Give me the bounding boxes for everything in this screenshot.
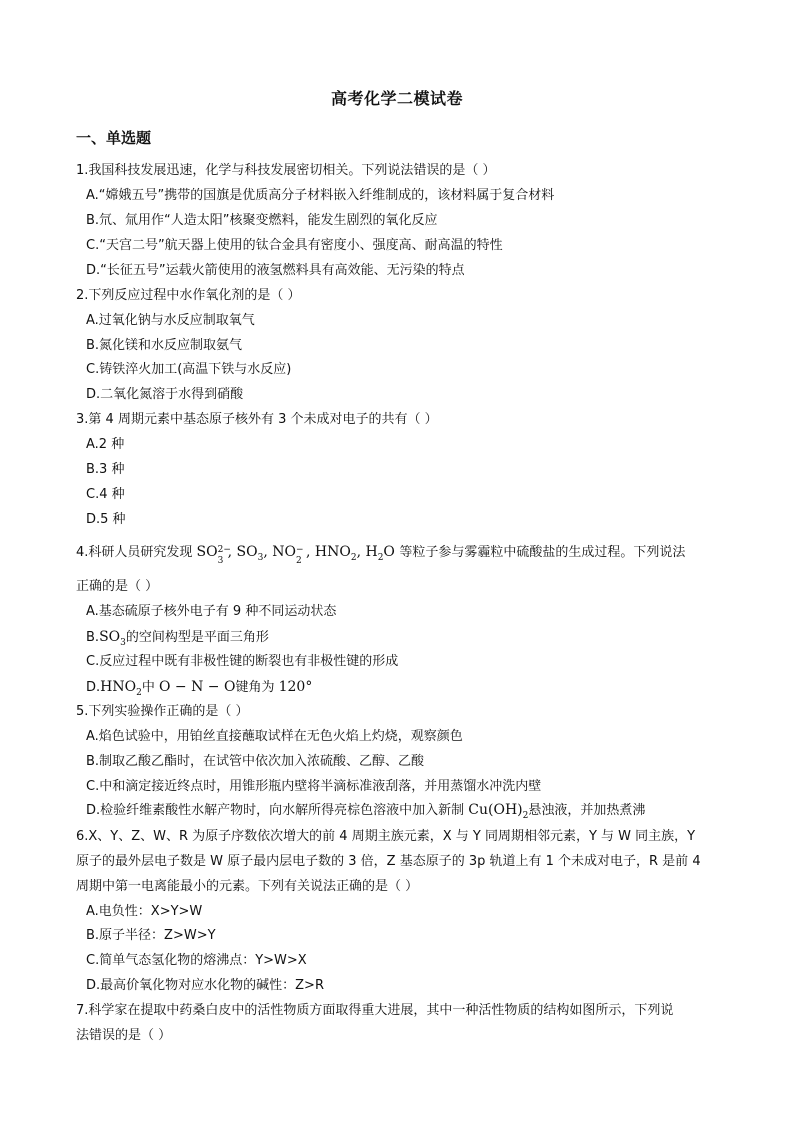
q5-option-b: B.制取乙酸乙酯时，在试管中依次加入浓硫酸、乙醇、乙酸 — [86, 754, 425, 769]
q6-stem-line3: 周期中第一电离能最小的元素。下列有关说法正确的是（ ） — [76, 879, 419, 894]
formula-so3: SO — [236, 544, 258, 560]
q1-option-d: D.“长征五号”运载火箭使用的液氢燃料具有高效能、无污染的特点 — [86, 263, 465, 278]
q5-option-d — [86, 801, 746, 820]
q5-option-d-suffix: 悬浊液，并加热煮沸 — [528, 803, 646, 818]
q4-option-d-angle: 120° — [278, 679, 313, 695]
formula-hno2: HNO — [314, 544, 351, 560]
q4-option-b-label: B. — [86, 630, 100, 645]
formula-h2o: H — [365, 544, 378, 560]
q1-stem: 1.我国科技发展迅速，化学与科技发展密切相关。下列说法错误的是（ ） — [76, 163, 496, 178]
q4-option-b — [86, 628, 746, 647]
q3-option-a: A.2 种 — [86, 437, 125, 452]
q4-option-d-mid: 中 — [141, 680, 155, 695]
q3-option-b: B.3 种 — [86, 462, 125, 477]
formula-so3-b: $SO_3$ — [99, 629, 126, 648]
q5-option-d-text: D.检验纤维素酸性水解产物时，向水解所得亮棕色溶液中加入新制 — [86, 803, 465, 818]
q4-option-d-text: 键角为 — [235, 680, 275, 695]
q6-option-c: C.简单气态氢化物的熔沸点：Y>W>X — [86, 953, 307, 968]
q4-stem — [76, 543, 736, 566]
q4-stem-line2: 正确的是（ ） — [76, 579, 159, 594]
q7-stem-line1: 7.科学家在提取中药桑白皮中的活性物质方面取得重大进展，其中一种活性物质的结构如图所示，下列说 — [76, 1003, 674, 1018]
q5-stem: 5.下列实验操作正确的是（ ） — [76, 704, 249, 719]
section-heading: 一、单选题 — [76, 129, 152, 147]
formula-cuoh2: $Cu(OH)_2$ — [468, 802, 529, 821]
q6-stem-line2: 原子的最外层电子数是 W 原子最内层电子数的 3 倍，Z 基态原子的 3p 轨道上有 1 个未成对电子，R 是前 4 — [76, 854, 701, 869]
q4-option-d-label: D. — [86, 680, 101, 695]
q5-option-c: C.中和滴定接近终点时，用锥形瓶内壁将半滴标准液刮落，并用蒸馏水冲洗内壁 — [86, 779, 542, 794]
q4-option-d — [86, 678, 746, 697]
q5-option-a: A.焰色试验中，用铂丝直接蘸取试样在无色火焰上灼烧，观察颜色 — [86, 729, 463, 744]
q6-option-d: D.最高价氧化物对应水化物的碱性：Z>R — [86, 978, 324, 993]
q3-option-c: C.4 种 — [86, 487, 125, 502]
q4-option-d-bond: O − N − O — [158, 679, 236, 695]
q1-option-b: B.氘、氚用作“人造太阳”核聚变燃料，能发生剧烈的氧化反应 — [86, 213, 438, 228]
page-title: 高考化学二模试卷 — [330, 89, 463, 108]
q3-option-d: D.5 种 — [86, 512, 126, 527]
formula-nitrite: NO — [272, 544, 296, 560]
q7-stem-line2: 法错误的是（ ） — [76, 1028, 172, 1043]
q4-stem-prefix: 4.科研人员研究发现 — [76, 545, 193, 560]
q2-option-d: D.二氧化氮溶于水得到硝酸 — [86, 387, 244, 402]
q1-option-c: C.“天宫二号”航天器上使用的钛合金具有密度小、强度高、耐高温的特性 — [86, 238, 503, 253]
q6-stem-line1: 6.X、Y、Z、W、R 为原子序数依次增大的前 4 周期主族元素，X 与 Y 同周期相邻元素，Y 与 W 同主族，Y — [76, 829, 696, 844]
q6-option-a: A.电负性：X>Y>W — [86, 904, 203, 919]
q3-stem: 3.第 4 周期元素中基态原子核外有 3 个未成对电子的共有（ ） — [76, 412, 438, 427]
q2-option-b: B.氮化镁和水反应制取氨气 — [86, 338, 243, 353]
formula-hno2-d: $HNO_2$ — [100, 679, 142, 698]
q4-stem-suffix: 等粒子参与雾霾粒中硫酸盐的生成过程。下列说法 — [399, 545, 686, 560]
formula-sulfite: SO — [196, 544, 218, 560]
q4-formula-list: SO 2− 3 , $SO_3$, NO − 2 , $HNO_2$, $H_2O$ — [196, 544, 400, 566]
q1-option-a: A.“嫦娥五号”携带的国旗是优质高分子材料嵌入纤维制成的，该材料属于复合材料 — [86, 188, 555, 203]
q6-option-b: B.原子半径：Z>W>Y — [86, 928, 216, 943]
q2-option-a: A.过氧化钠与水反应制取氧气 — [86, 313, 255, 328]
q4-option-c: C.反应过程中既有非极性键的断裂也有非极性键的形成 — [86, 654, 399, 669]
q4-option-b-text: 的空间构型是平面三角形 — [125, 630, 269, 645]
q2-stem: 2.下列反应过程中水作氧化剂的是（ ） — [76, 288, 301, 303]
q2-option-c: C.铸铁淬火加工(高温下铁与水反应) — [86, 362, 292, 377]
q4-option-a: A.基态硫原子核外电子有 9 种不同运动状态 — [86, 604, 337, 619]
